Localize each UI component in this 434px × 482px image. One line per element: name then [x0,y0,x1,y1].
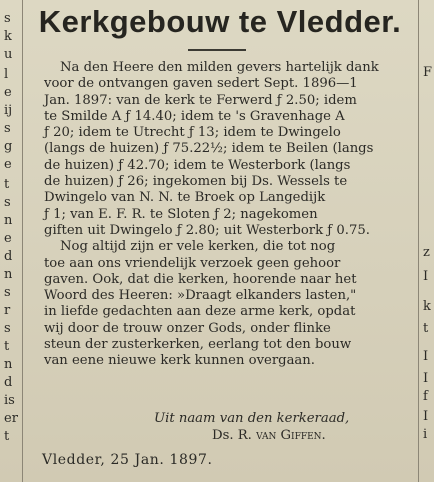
left-fragment: g [4,139,13,154]
right-fragment: z [423,245,430,260]
left-fragment: e [4,85,12,100]
body-line: in liefde gedachten aan deze arme kerk, opdat [44,304,356,320]
body-line: wij door de trouw onzer Gods, onder flinke [44,320,331,336]
left-fragment: d [4,249,13,264]
left-fragment: ij [4,103,13,118]
signoff-line: Uit naam van den kerkeraad, [154,411,350,426]
body-line: giften uit Dwingelo ƒ 2.80; uit Westerbork ƒ 0.75. [44,222,370,238]
left-fragment: u [4,47,13,62]
body-line: steun der zusterkerken, eerlang tot den bouw [44,337,352,353]
left-fragment: s [4,195,11,210]
left-fragment: is [4,393,15,408]
body-line: Na den Heere den milden gevers hartelijk dank [60,60,379,75]
right-fragment: I [423,269,429,284]
body-line: Jan. 1897: van de kerk te Ferwerd ƒ 2.50; idem [44,92,357,108]
body-line: de huizen) ƒ 26; ingekomen bij Ds. Wessels te [44,174,348,190]
left-fragment: t [4,177,10,192]
left-fragment: r [4,303,11,318]
dateline: Vledder, 25 Jan. 1897. [42,452,213,468]
right-fragment: t [423,321,429,336]
article [24,0,416,482]
left-fragment: er [4,411,18,426]
article-body [44,60,416,370]
body-line: voor de ontvangen gaven sedert Sept. 1896—1 [44,76,358,92]
title-rule [188,49,246,51]
left-column-fragment [0,0,23,482]
left-fragment: t [4,429,10,444]
body-line: Woord des Heeren: »Draagt elkanders lasten," [44,288,357,304]
left-fragment: n [4,267,13,282]
body-line: de huizen) ƒ 42.70; idem te Westerbork (langs [44,157,351,173]
body-line: ƒ 20; idem te Utrecht ƒ 13; idem te Dwingelo [44,125,341,141]
left-fragment: t [4,339,10,354]
right-fragment: F [423,65,433,80]
left-fragment: n [4,357,13,372]
left-fragment: e [4,157,12,172]
signer-prefix: Ds. R. [212,428,252,443]
body-line: van eene nieuwe kerk kunnen overgaan. [44,353,315,369]
signer-name: van Giffen. [256,428,326,443]
left-fragment: n [4,213,13,228]
left-fragment: s [4,121,11,136]
left-fragment: d [4,375,13,390]
article-title: Kerkgebouw te Vledder. [38,4,402,39]
right-fragment: I [423,371,429,386]
body-line: (langs de huizen) ƒ 75.22½; idem te Beilen (langs [44,141,374,157]
left-fragment: e [4,231,12,246]
body-line: toe aan ons vriendelijk verzoek geen gehoor [44,255,341,271]
left-fragment: k [4,29,12,44]
right-fragment: I [423,349,429,364]
body-line: te Smilde A ƒ 14.40; idem te 's Gravenhage A [44,108,345,124]
right-fragment: k [423,299,431,314]
signer [212,428,326,444]
body-line: gaven. Ook, dat die kerken, hoorende naar het [44,271,357,287]
body-line: ƒ 1; van E. F. R. te Sloten ƒ 2; nagekomen [44,206,318,222]
left-fragment: s [4,285,11,300]
right-fragment: i [423,427,428,442]
left-fragment: s [4,321,11,336]
body-line: Nog altijd zijn er vele kerken, die tot nog [60,239,336,255]
right-fragment: I [423,409,429,424]
right-column-fragment [418,0,434,482]
left-fragment: l [4,67,9,82]
right-fragment: f [423,389,428,404]
left-fragment: s [4,11,11,26]
body-line: Dwingelo van N. N. te Broek op Langedijk [44,190,326,206]
